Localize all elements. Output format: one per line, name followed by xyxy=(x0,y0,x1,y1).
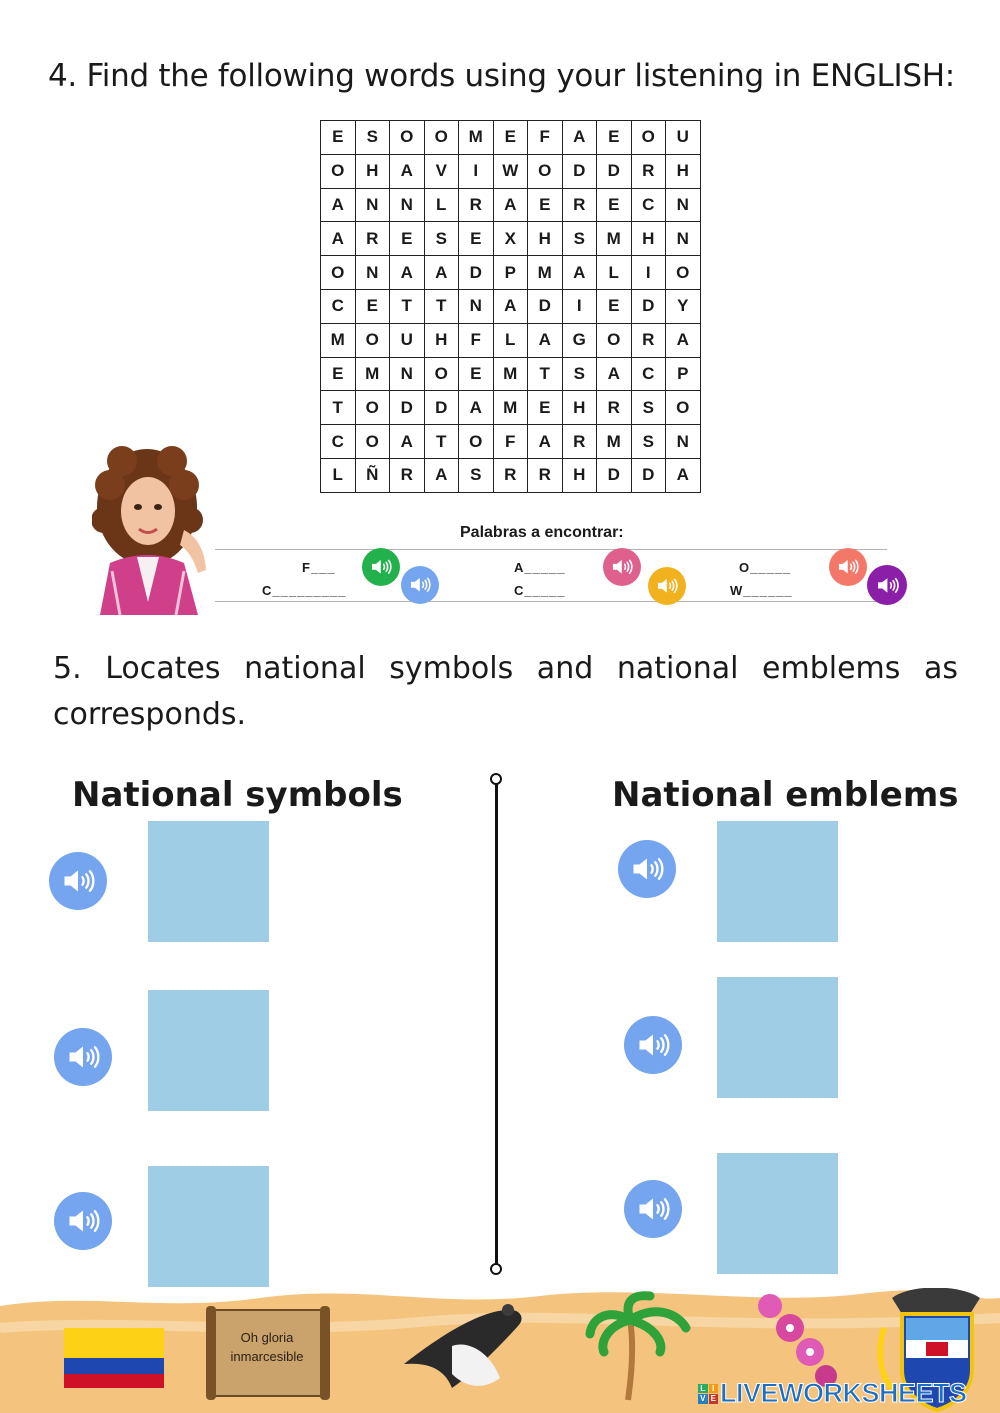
word-search-cell[interactable]: D xyxy=(562,154,597,188)
clue-line-top xyxy=(215,549,887,550)
word-search-cell[interactable]: O xyxy=(666,256,701,290)
word-search-cell[interactable]: O xyxy=(390,121,425,155)
word-search-cell[interactable]: H xyxy=(562,458,597,492)
speaker-button-emblem-1[interactable] xyxy=(618,840,676,898)
clue-line-bottom xyxy=(215,601,887,602)
word-search-cell[interactable]: E xyxy=(597,188,632,222)
words-to-find-title: Palabras a encontrar: xyxy=(460,524,624,541)
liveworksheets-brand-text: LIVEWORKSHEETS xyxy=(720,1378,967,1408)
word-search-cell[interactable]: O xyxy=(355,425,390,459)
national-emblems-heading: National emblems xyxy=(612,775,959,815)
word-search-cell[interactable]: D xyxy=(424,391,459,425)
speaker-button-emblem-3[interactable] xyxy=(624,1180,682,1238)
word-search-cell[interactable]: D xyxy=(597,154,632,188)
word-search-cell[interactable]: H xyxy=(631,222,666,256)
girl-listening-avatar xyxy=(92,445,217,615)
word-search-cell[interactable]: C xyxy=(321,425,356,459)
speaker-button-purple[interactable] xyxy=(867,565,907,605)
symbol-drop-box-2[interactable] xyxy=(148,990,269,1111)
word-search-cell[interactable]: A xyxy=(493,188,528,222)
speaker-button-salmon[interactable] xyxy=(829,548,867,586)
word-search-cell[interactable]: N xyxy=(390,357,425,391)
word-search-cell[interactable]: N xyxy=(666,425,701,459)
word-search-cell[interactable]: O xyxy=(424,121,459,155)
speaker-button-emblem-2[interactable] xyxy=(624,1016,682,1074)
word-search-cell[interactable]: S xyxy=(631,391,666,425)
word-search-cell[interactable]: M xyxy=(493,391,528,425)
word-search-cell[interactable]: C xyxy=(631,188,666,222)
word-search-cell[interactable]: R xyxy=(631,154,666,188)
emblem-drop-box-1[interactable] xyxy=(717,821,838,942)
word-search-cell[interactable]: A xyxy=(459,391,494,425)
word-search-grid[interactable] xyxy=(320,120,701,493)
speaker-button-symbol-3[interactable] xyxy=(54,1192,112,1250)
word-search-cell[interactable]: L xyxy=(424,188,459,222)
speaker-button-yellow[interactable] xyxy=(648,567,686,605)
word-search-cell[interactable]: O xyxy=(355,391,390,425)
speaker-icon xyxy=(655,574,679,598)
speaker-button-blue-small[interactable] xyxy=(401,566,439,604)
word-search-cell[interactable]: A xyxy=(424,256,459,290)
word-search-cell[interactable]: M xyxy=(321,323,356,357)
word-search-cell[interactable]: D xyxy=(528,289,563,323)
word-search-cell[interactable]: U xyxy=(666,121,701,155)
word-search-cell[interactable]: I xyxy=(459,154,494,188)
word-search-cell[interactable]: A xyxy=(562,256,597,290)
word-search-cell[interactable]: E xyxy=(493,121,528,155)
word-search-cell[interactable]: O xyxy=(666,391,701,425)
word-search-cell[interactable]: E xyxy=(597,289,632,323)
symbol-drop-box-3[interactable] xyxy=(148,1166,269,1287)
word-search-cell[interactable]: H xyxy=(424,323,459,357)
word-search-cell[interactable]: O xyxy=(424,357,459,391)
word-search-row xyxy=(321,188,701,222)
word-search-cell[interactable]: G xyxy=(562,323,597,357)
word-search-cell[interactable]: F xyxy=(528,121,563,155)
clue-o: O_____ xyxy=(739,560,792,575)
word-search-row xyxy=(321,222,701,256)
word-search-cell[interactable]: R xyxy=(355,222,390,256)
speaker-icon xyxy=(65,1203,101,1239)
word-search-row xyxy=(321,425,701,459)
word-search-row xyxy=(321,323,701,357)
clue-w: W______ xyxy=(730,583,793,598)
word-search-cell[interactable]: A xyxy=(562,121,597,155)
word-search-cell[interactable]: R xyxy=(528,458,563,492)
word-search-cell[interactable]: R xyxy=(631,323,666,357)
word-search-cell[interactable]: A xyxy=(666,458,701,492)
word-search-cell[interactable]: A xyxy=(424,458,459,492)
liveworksheets-logo-icon: L I V E xyxy=(698,1384,718,1404)
speaker-icon xyxy=(629,851,665,887)
speaker-icon xyxy=(60,863,96,899)
divider-dot-top xyxy=(490,773,502,785)
word-search-cell[interactable]: D xyxy=(390,391,425,425)
word-search-cell[interactable]: O xyxy=(459,425,494,459)
speaker-button-symbol-1[interactable] xyxy=(49,852,107,910)
column-divider xyxy=(495,780,498,1270)
clue-c-long: C_________ xyxy=(262,583,347,598)
word-search-cell[interactable]: O xyxy=(528,154,563,188)
speaker-button-pink[interactable] xyxy=(603,548,641,586)
word-search-cell[interactable]: S xyxy=(424,222,459,256)
word-search-cell[interactable]: D xyxy=(459,256,494,290)
word-search-cell[interactable]: P xyxy=(666,357,701,391)
word-search-cell[interactable]: S xyxy=(355,121,390,155)
speaker-icon xyxy=(635,1027,671,1063)
speaker-button-symbol-2[interactable] xyxy=(54,1028,112,1086)
word-search-cell[interactable]: Y xyxy=(666,289,701,323)
clue-f: F___ xyxy=(302,560,336,575)
clue-c: C_____ xyxy=(514,583,566,598)
word-search-cell[interactable]: A xyxy=(321,188,356,222)
word-search-cell[interactable]: P xyxy=(493,256,528,290)
word-search-cell[interactable]: E xyxy=(321,121,356,155)
word-search-cell[interactable]: T xyxy=(390,289,425,323)
word-search-cell[interactable]: N xyxy=(666,222,701,256)
speaker-icon xyxy=(875,573,900,598)
word-search-cell[interactable]: M xyxy=(528,256,563,290)
anthem-scroll-text: Oh gloria inmarcesible xyxy=(230,1330,304,1364)
word-search-cell[interactable]: F xyxy=(493,425,528,459)
word-search-cell[interactable]: D xyxy=(597,458,632,492)
word-search-cell[interactable]: R xyxy=(390,458,425,492)
word-search-cell[interactable]: A xyxy=(390,154,425,188)
word-search-cell[interactable]: N xyxy=(459,289,494,323)
word-search-cell[interactable]: F xyxy=(459,323,494,357)
word-search-cell[interactable]: E xyxy=(459,357,494,391)
speaker-button-green[interactable] xyxy=(362,548,400,586)
word-search-cell[interactable]: L xyxy=(321,458,356,492)
liveworksheets-logo[interactable] xyxy=(698,1378,967,1409)
word-search-cell[interactable]: W xyxy=(493,154,528,188)
word-search-cell[interactable]: N xyxy=(355,256,390,290)
word-search-cell[interactable]: O xyxy=(355,323,390,357)
word-search-cell[interactable]: A xyxy=(493,289,528,323)
word-search-cell[interactable]: X xyxy=(493,222,528,256)
divider-dot-bottom xyxy=(490,1263,502,1275)
word-search-cell[interactable]: N xyxy=(390,188,425,222)
word-search-cell[interactable]: N xyxy=(355,188,390,222)
word-search-cell[interactable]: O xyxy=(631,121,666,155)
symbol-drop-box-1[interactable] xyxy=(148,821,269,942)
speaker-icon xyxy=(408,573,432,597)
word-search-cell[interactable]: A xyxy=(390,256,425,290)
word-search-cell[interactable]: T xyxy=(321,391,356,425)
word-search-cell[interactable]: E xyxy=(390,222,425,256)
word-search-cell[interactable]: L xyxy=(493,323,528,357)
word-search-cell[interactable]: A xyxy=(528,323,563,357)
word-search-cell[interactable]: A xyxy=(390,425,425,459)
word-search-row xyxy=(321,154,701,188)
word-search-cell[interactable]: H xyxy=(528,222,563,256)
word-search-cell[interactable]: E xyxy=(528,188,563,222)
word-search-cell[interactable]: S xyxy=(562,222,597,256)
word-search-cell[interactable]: S xyxy=(459,458,494,492)
word-search-row xyxy=(321,391,701,425)
colombian-flag-icon xyxy=(64,1328,164,1388)
speaker-icon xyxy=(635,1191,671,1227)
word-search-cell[interactable]: D xyxy=(631,458,666,492)
word-search-cell[interactable]: E xyxy=(355,289,390,323)
speaker-icon xyxy=(610,555,634,579)
word-search-cell[interactable]: R xyxy=(562,425,597,459)
word-search-cell[interactable]: M xyxy=(459,121,494,155)
word-search-cell[interactable]: A xyxy=(528,425,563,459)
word-search-row xyxy=(321,256,701,290)
word-search-cell[interactable]: I xyxy=(631,256,666,290)
emblem-drop-box-3[interactable] xyxy=(717,1153,838,1274)
word-search-row xyxy=(321,121,701,155)
national-symbols-heading: National symbols xyxy=(72,775,403,815)
word-search-cell[interactable]: I xyxy=(562,289,597,323)
word-search-cell[interactable]: S xyxy=(631,425,666,459)
word-search-cell[interactable]: U xyxy=(390,323,425,357)
word-search-cell[interactable]: R xyxy=(493,458,528,492)
word-search-cell[interactable]: D xyxy=(631,289,666,323)
clue-a: A_____ xyxy=(514,560,566,575)
speaker-icon xyxy=(836,555,860,579)
word-search-cell[interactable]: V xyxy=(424,154,459,188)
speaker-icon xyxy=(65,1039,101,1075)
word-search-cell[interactable]: M xyxy=(597,425,632,459)
word-search-cell[interactable]: O xyxy=(321,256,356,290)
word-search-row xyxy=(321,458,701,492)
word-search-cell[interactable]: R xyxy=(459,188,494,222)
word-search-cell[interactable]: L xyxy=(597,256,632,290)
word-search-cell[interactable]: O xyxy=(597,323,632,357)
word-search-cell[interactable]: M xyxy=(597,222,632,256)
word-search-cell[interactable]: H xyxy=(562,391,597,425)
word-search-cell[interactable]: R xyxy=(562,188,597,222)
word-search-cell[interactable]: A xyxy=(597,357,632,391)
word-search-cell[interactable]: R xyxy=(597,391,632,425)
word-search-row xyxy=(321,289,701,323)
word-search-cell[interactable]: N xyxy=(666,188,701,222)
word-search-cell[interactable]: E xyxy=(459,222,494,256)
word-search-cell[interactable]: Ñ xyxy=(355,458,390,492)
word-search-cell[interactable]: E xyxy=(321,357,356,391)
word-search-cell[interactable]: E xyxy=(528,391,563,425)
word-search-cell[interactable]: T xyxy=(528,357,563,391)
word-search-cell[interactable]: M xyxy=(493,357,528,391)
word-search-cell[interactable]: A xyxy=(666,323,701,357)
word-search-cell[interactable]: C xyxy=(631,357,666,391)
word-search-cell[interactable]: H xyxy=(666,154,701,188)
question-4-text: 4. Find the following words using your listening in ENGLISH: xyxy=(48,58,955,94)
emblem-drop-box-2[interactable] xyxy=(717,977,838,1098)
word-search-cell[interactable]: H xyxy=(355,154,390,188)
speaker-icon xyxy=(369,555,393,579)
word-search-cell[interactable]: A xyxy=(321,222,356,256)
word-search-cell[interactable]: C xyxy=(321,289,356,323)
word-search-row xyxy=(321,357,701,391)
word-search-cell[interactable]: T xyxy=(424,289,459,323)
word-search-cell[interactable]: O xyxy=(321,154,356,188)
word-search-cell[interactable]: T xyxy=(424,425,459,459)
question-5-text: 5. Locates national symbols and national emblems as corresponds. xyxy=(53,651,958,732)
word-search-cell[interactable]: M xyxy=(355,357,390,391)
word-search-cell[interactable]: E xyxy=(597,121,632,155)
word-search-cell[interactable]: S xyxy=(562,357,597,391)
